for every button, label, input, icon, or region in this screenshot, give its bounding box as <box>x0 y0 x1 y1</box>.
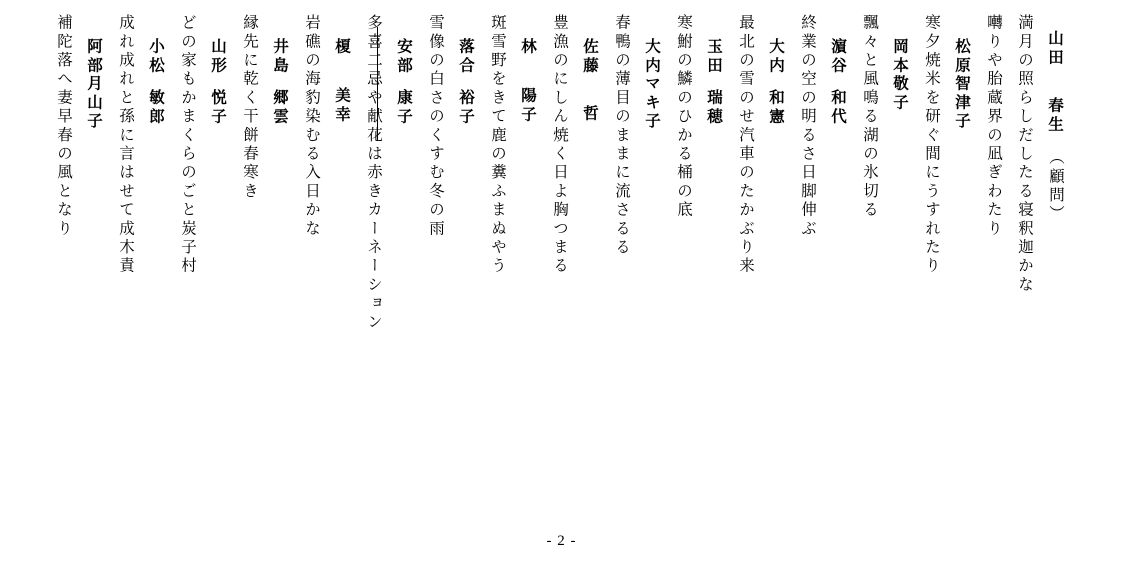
author-given: 瑞穂 <box>705 89 724 127</box>
haiku-verse: 囀りや胎蔵界の凪ぎわたり <box>985 14 1003 239</box>
author-given: 美幸 <box>333 86 352 125</box>
author-given: 春生 <box>1046 97 1065 135</box>
author-name <box>567 12 598 124</box>
haiku-verse: 縁先に乾く干餅春寒き <box>241 14 259 201</box>
haiku-verse: 斑雪野をきて鹿の糞ふまぬやう <box>489 14 507 276</box>
author-name <box>133 12 164 127</box>
haiku-verse: 満月の照らしだしたる寝釈迦かな <box>1016 14 1034 295</box>
haiku-verse: 雪像の白さのくすむ冬の雨 <box>427 14 445 239</box>
author-name <box>939 12 970 132</box>
author-name <box>753 12 784 127</box>
author-name <box>877 12 908 113</box>
author-name <box>381 12 412 127</box>
author-given: マキ子 <box>643 75 662 132</box>
author-family: 濵谷 <box>829 38 848 76</box>
author-family: 佐藤 <box>581 38 600 76</box>
author-family: 小松 <box>147 38 166 76</box>
haiku-verse: 岩礁の海豹染むる入日かな <box>303 14 321 239</box>
author-name <box>505 12 536 124</box>
haiku-verse: 寒夕焼米を研ぐ間にうすれたり <box>923 14 941 276</box>
author-given: 智津子 <box>953 75 972 132</box>
author-family: 山形 <box>209 38 228 76</box>
haiku-verse: 飄々と風鳴る湖の氷切る <box>861 14 879 220</box>
author-given: 和憲 <box>767 89 786 127</box>
author-family: 阿部 <box>85 38 104 76</box>
author-family: 山田 <box>1046 30 1065 68</box>
author-family: 玉田 <box>705 38 724 76</box>
author-family: 岡本 <box>891 38 910 76</box>
author-given: 敏郎 <box>147 89 166 127</box>
haiku-columns <box>40 12 1063 512</box>
author-name <box>443 12 474 127</box>
haiku-verse: 豊漁のにしん焼く日よ胸つまる <box>551 14 569 276</box>
haiku-verse: 多喜二忌や献花は赤きカーネーション <box>365 14 383 332</box>
author-given: 康子 <box>395 89 414 127</box>
author-family: 林 <box>519 38 538 57</box>
author-family: 大内 <box>767 38 786 76</box>
author-name <box>815 12 846 127</box>
haiku-verse: どの家もかまくらのごと炭子村 <box>179 14 197 276</box>
haiku-verse: 最北の雪のせ汽車のたかぶり来 <box>737 14 755 276</box>
author-family: 大内 <box>643 38 662 76</box>
author-given: 陽子 <box>519 86 538 125</box>
author-family: 榎 <box>333 38 352 57</box>
author-name <box>691 12 722 127</box>
author-family: 井島 <box>271 38 290 76</box>
author-name <box>71 12 102 132</box>
author-family: 落合 <box>457 38 476 76</box>
author-given: 郷雲 <box>271 89 290 127</box>
haiku-verse: 成れ成れと孫に言はせて成木責 <box>117 14 135 276</box>
haiku-verse: 終業の空の明るさ日脚伸ぶ <box>799 14 817 239</box>
haiku-verse: 寒鮒の鱗のひかる桶の底 <box>675 14 693 220</box>
author-name <box>319 12 350 124</box>
author-given: 和代 <box>829 89 848 127</box>
author-name <box>195 12 226 127</box>
page-number: - 2 - <box>546 533 577 549</box>
haiku-verse: 補陀落へ妻早春の風となり <box>55 14 73 239</box>
author-family: 安部 <box>395 38 414 76</box>
author-given: 裕子 <box>457 89 476 127</box>
haiku-verse: 春鴨の薄目のままに流さるる <box>613 14 631 258</box>
author-name <box>257 12 288 127</box>
author-name <box>1032 12 1063 224</box>
author-name <box>629 12 660 132</box>
author-given: 敬子 <box>891 75 910 113</box>
author-given: 月山子 <box>85 75 104 132</box>
author-given: 悦子 <box>209 89 228 127</box>
author-note: （顧問） <box>1047 148 1065 224</box>
author-family: 松原 <box>953 38 972 76</box>
author-given: 哲 <box>581 105 600 125</box>
